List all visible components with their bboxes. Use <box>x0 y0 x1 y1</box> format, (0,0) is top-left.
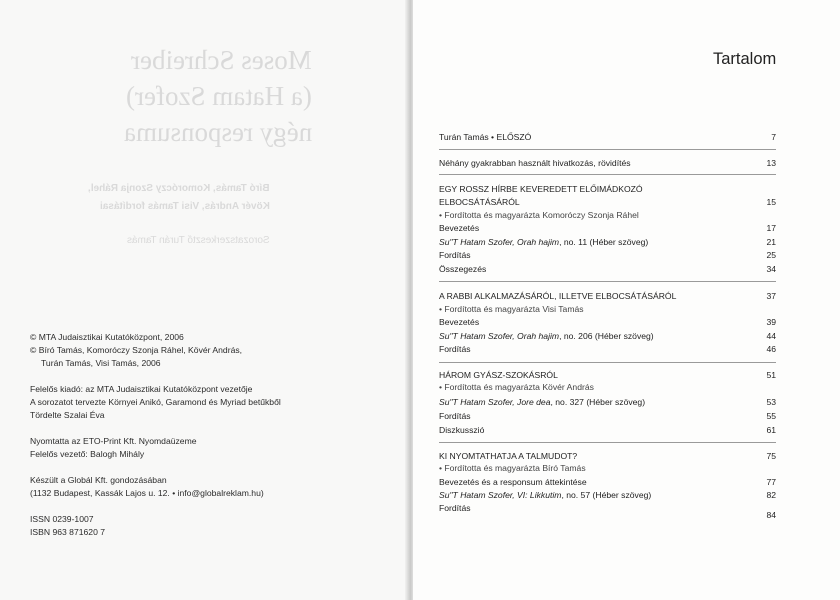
toc-divider <box>439 149 776 150</box>
toc-entry-title: ELBOCSÁTÁSÁRÓL <box>439 197 520 207</box>
ghost-credit-line: Sorozatszerkesztő Turán Tamás <box>127 235 270 246</box>
toc-heading: Tartalom <box>713 50 777 68</box>
toc-entry-title: • Fordította és magyarázta Kövér András <box>439 382 594 392</box>
toc-page-number: 55 <box>766 411 776 421</box>
toc-entry-title: A RABBI ALKALMAZÁSÁRÓL, ILLETVE ELBOCSÁTÁSÁRÓL <box>439 291 677 301</box>
toc-entry <box>439 249 776 262</box>
toc-entry <box>439 131 776 144</box>
ghost-title-line: négy responsuma <box>123 117 312 147</box>
imprint-line: © Bíró Tamás, Komoróczy Szonja Ráhel, Kövér András, <box>30 345 243 355</box>
toc-entry <box>439 424 776 437</box>
toc-entry <box>439 502 776 520</box>
imprint-spacer <box>30 422 281 435</box>
toc-entry-title: Bevezetés <box>439 223 480 233</box>
toc-page-number: 84 <box>766 510 776 520</box>
toc-entry <box>439 316 776 329</box>
toc-entry-title: • Fordította és magyarázta Komoróczy Szonja Ráhel <box>439 210 639 220</box>
toc-entry-title: • Fordította és magyarázta Bíró Tamás <box>439 463 586 473</box>
toc-page-number: 25 <box>766 250 776 260</box>
toc-entry <box>439 236 776 249</box>
toc-page-number: 77 <box>766 477 776 487</box>
toc-entry-title-rest: , no. 11 (Héber szöveg) <box>559 237 649 247</box>
toc-entry-title-rest: , no. 57 (Héber szöveg) <box>561 490 652 500</box>
toc-entry-title-italic: Su"T Hatam Szofer, VI: Likkutim <box>439 490 562 500</box>
toc-entry <box>439 222 776 235</box>
toc-entry-title: Fordítás <box>439 344 471 354</box>
toc-entry <box>439 396 776 409</box>
toc-page-number: 82 <box>766 490 776 500</box>
toc-entry-title: Néhány gyakrabban használt hivatkozás, rövidítés <box>439 158 631 168</box>
toc-page-number: 39 <box>766 317 776 327</box>
toc-entry-title: HÁROM GYÁSZ-SZOKÁSRÓL <box>439 370 558 380</box>
toc-translator <box>439 209 776 222</box>
toc-page-number: 46 <box>766 344 776 354</box>
toc-entry-title: KI NYOMTATHATJA A TALMUDOT? <box>439 451 578 461</box>
toc-entry <box>439 343 776 356</box>
imprint-line: Tördelte Szalai Éva <box>30 410 105 420</box>
imprint-spacer <box>30 370 281 383</box>
toc-entry-title: Bevezetés <box>439 317 480 327</box>
imprint-line: ISBN 963 871620 7 <box>30 527 106 537</box>
toc-section-title <box>439 183 776 196</box>
imprint-line: Felelős vezető: Balogh Mihály <box>30 449 145 459</box>
toc-page-number: 15 <box>766 197 776 207</box>
toc-entry <box>439 489 776 502</box>
toc-page-number: 21 <box>766 237 776 247</box>
toc-entry <box>439 330 776 343</box>
imprint-line: Turán Tamás, Visi Tamás, 2006 <box>41 358 161 368</box>
toc-page-number: 37 <box>766 291 776 301</box>
toc-entry-title: Fordítás <box>439 503 471 513</box>
imprint-line: © MTA Judaisztikai Kutatóközpont, 2006 <box>30 332 184 342</box>
toc-entry-title: Fordítás <box>439 250 471 260</box>
toc-entry <box>439 476 776 489</box>
toc-page-number: 34 <box>766 264 776 274</box>
ghost-credit-line: Kövér András, Visi Tamás fordításai <box>100 201 270 212</box>
toc-entry-title-italic: Su"T Hatam Szofer, Orah hajim <box>439 237 560 247</box>
imprint-line: (1132 Budapest, Kassák Lajos u. 12. • info@globalreklam.hu) <box>30 488 264 498</box>
toc-page-number: 13 <box>766 158 776 168</box>
toc-entry-title: Diszkusszió <box>439 425 485 435</box>
imprint-line: Nyomtatta az ETO-Print Kft. Nyomdaüzeme <box>30 436 197 446</box>
toc-entry-title: • Fordította és magyarázta Visi Tamás <box>439 304 584 314</box>
imprint-line: ISSN 0239-1007 <box>30 514 94 524</box>
imprint-line: A sorozatot tervezte Környei Anikó, Garamond és Myriad betűkből <box>30 397 281 407</box>
toc-divider <box>439 442 776 443</box>
toc-entry-title-rest: , no. 327 (Héber szöveg) <box>550 397 646 407</box>
toc-page-number: 44 <box>766 331 776 341</box>
toc-entry-title: Bevezetés és a responsum áttekintése <box>439 477 587 487</box>
toc-entry-title-rest: , no. 206 (Héber szöveg) <box>559 331 654 341</box>
toc-section-title <box>439 290 776 303</box>
toc-divider <box>439 174 776 175</box>
imprint-block <box>30 331 281 539</box>
toc-entry-title: Összegezés <box>439 264 487 274</box>
ghost-title-line: (a Hatam Szofer) <box>126 81 312 111</box>
imprint-spacer <box>30 500 281 513</box>
toc-page-number: 7 <box>771 132 776 142</box>
toc-entry <box>439 263 776 276</box>
toc-translator <box>439 462 776 475</box>
toc-page-number: 51 <box>766 370 776 380</box>
toc-page-number: 17 <box>766 223 776 233</box>
imprint-line: Felelős kiadó: az MTA Judaisztikai Kutatóközpont vezetője <box>30 384 253 394</box>
imprint-line: Készült a Globál Kft. gondozásában <box>30 475 167 485</box>
toc-entry-title-italic: Su"T Hatam Szofer, Jore dea <box>439 397 551 407</box>
ghost-credit-line: Bíró Tamás, Komoróczy Szonja Ráhel, <box>88 183 270 194</box>
toc-entry-title: Turán Tamás • ELŐSZÓ <box>439 132 532 142</box>
toc-translator <box>439 303 776 316</box>
toc-divider <box>439 362 776 363</box>
ghost-title-line: Moses Schreiber <box>131 45 312 75</box>
imprint-spacer <box>30 461 281 474</box>
toc-entry <box>439 157 776 170</box>
toc-entry <box>439 410 776 423</box>
toc-entry-title: Fordítás <box>439 411 471 421</box>
toc-page-number: 75 <box>766 451 776 461</box>
toc-page-number: 61 <box>766 425 776 435</box>
toc-entry-title: EGY ROSSZ HÍRBE KEVEREDETT ELŐIMÁDKOZÓ <box>439 184 643 194</box>
left-page <box>0 0 410 600</box>
toc-translator <box>439 381 776 394</box>
toc-divider <box>439 281 776 282</box>
toc-page-number: 53 <box>766 397 776 407</box>
toc-section-title <box>439 196 776 209</box>
toc-entry-title-italic: Su"T Hatam Szofer, Orah hajim <box>439 331 560 341</box>
